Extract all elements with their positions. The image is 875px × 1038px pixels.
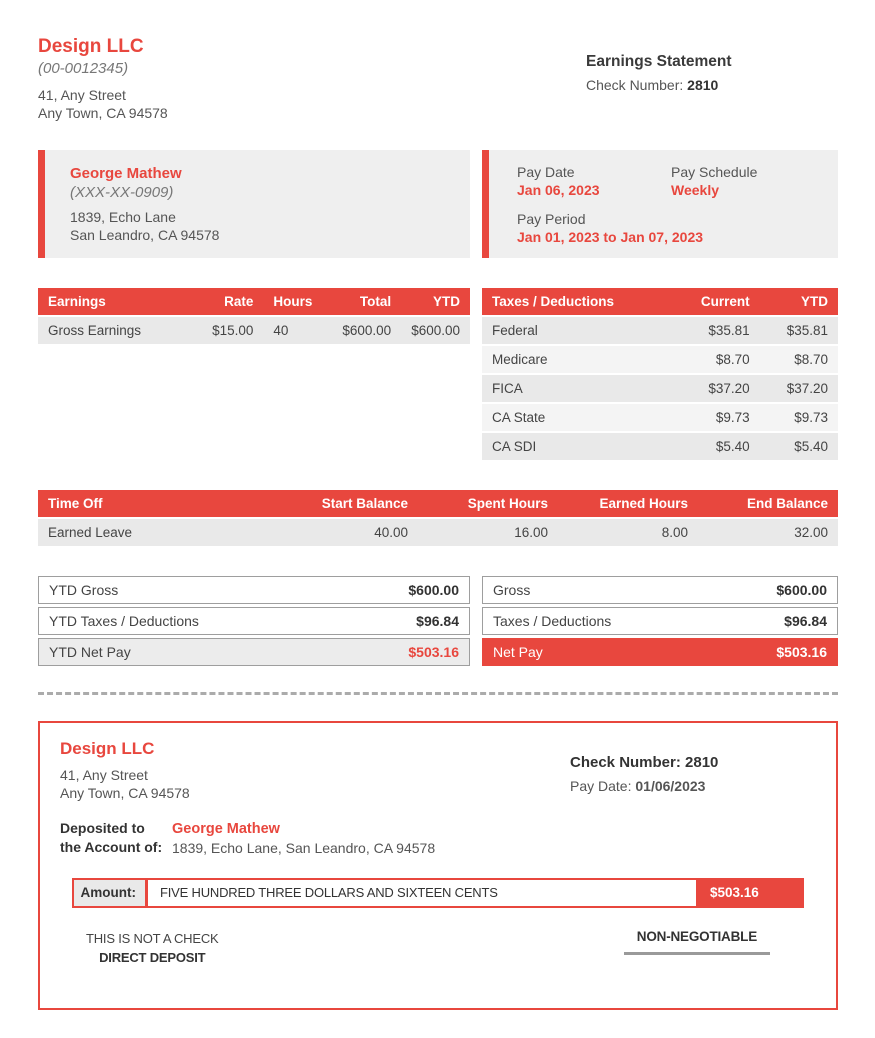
table-row bbox=[482, 345, 838, 374]
earnings-header-row bbox=[38, 288, 470, 316]
table-row bbox=[482, 403, 838, 432]
table-row bbox=[38, 316, 470, 345]
company-address-line1: 41, Any Street bbox=[38, 87, 126, 103]
table-row bbox=[482, 576, 838, 604]
ytd-summary-body bbox=[38, 576, 470, 666]
table-row bbox=[482, 607, 838, 635]
table-cell: $96.84 bbox=[342, 607, 470, 635]
table-cell: $15.00 bbox=[199, 316, 264, 345]
table-cell: $9.73 bbox=[667, 403, 760, 432]
pay-info-row1 bbox=[517, 164, 822, 198]
table-cell: Medicare bbox=[482, 345, 667, 374]
employee-name: George Mathew bbox=[70, 164, 182, 182]
table-cell: $503.16 bbox=[342, 638, 470, 666]
employee-address bbox=[70, 208, 450, 244]
deposited-to-label-line2: the Account of: bbox=[60, 839, 163, 856]
column-header: Rate bbox=[199, 288, 264, 316]
payee-address: 1839, Echo Lane, San Leandro, CA 94578 bbox=[172, 840, 436, 857]
taxes-body bbox=[482, 316, 838, 461]
taxes-deductions-table bbox=[482, 288, 838, 462]
company-id: (00-0012345) bbox=[38, 60, 129, 77]
table-cell: FICA bbox=[482, 374, 667, 403]
earnings-body bbox=[38, 316, 470, 345]
tear-off-dashed-divider bbox=[38, 692, 838, 695]
payee-block bbox=[172, 819, 435, 859]
check-company-address-line1: 41, Any Street bbox=[60, 766, 148, 783]
check-number-line bbox=[570, 754, 820, 771]
direct-deposit-line: DIRECT DEPOSIT bbox=[99, 950, 206, 966]
deposited-to-label-line1: Deposited to bbox=[60, 819, 145, 836]
table-cell: $37.20 bbox=[760, 374, 838, 403]
page-header bbox=[38, 36, 838, 123]
table-row bbox=[482, 316, 838, 345]
pay-info-box bbox=[482, 150, 838, 258]
table-cell: $35.81 bbox=[760, 316, 838, 345]
table-cell: $600.00 bbox=[717, 576, 838, 604]
table-cell: $600.00 bbox=[342, 576, 470, 604]
amount-value: $503.16 bbox=[710, 885, 759, 901]
table-cell: CA SDI bbox=[482, 432, 667, 461]
table-cell: Federal bbox=[482, 316, 667, 345]
check-footer bbox=[86, 929, 770, 968]
check-meta-block bbox=[570, 739, 820, 803]
pay-period-block bbox=[517, 211, 822, 245]
time-off-table bbox=[38, 490, 838, 548]
deposited-to-label bbox=[60, 819, 172, 859]
check-pay-date-value: 01/06/2023 bbox=[635, 777, 706, 794]
table-cell: $35.81 bbox=[667, 316, 760, 345]
table-cell: 32.00 bbox=[698, 518, 838, 547]
company-address bbox=[38, 86, 168, 123]
deposited-to-row bbox=[56, 819, 820, 859]
table-cell: YTD Net Pay bbox=[38, 638, 342, 666]
table-cell: $37.20 bbox=[667, 374, 760, 403]
check-company-block bbox=[60, 739, 190, 803]
payee-name: George Mathew bbox=[172, 820, 280, 837]
table-cell: YTD Taxes / Deductions bbox=[38, 607, 342, 635]
pay-date-value: Jan 06, 2023 bbox=[517, 181, 600, 198]
pay-date-block bbox=[517, 164, 671, 198]
current-summary-body bbox=[482, 576, 838, 666]
amount-in-words: FIVE HUNDRED THREE DOLLARS AND SIXTEEN CENTS bbox=[148, 880, 696, 906]
column-header: Total bbox=[328, 288, 401, 316]
column-header: Spent Hours bbox=[418, 490, 558, 518]
table-cell: 8.00 bbox=[558, 518, 698, 547]
table-cell: CA State bbox=[482, 403, 667, 432]
current-summary-table bbox=[482, 573, 838, 669]
column-header: Taxes / Deductions bbox=[482, 288, 667, 316]
table-cell: 16.00 bbox=[418, 518, 558, 547]
table-cell: $9.73 bbox=[760, 403, 838, 432]
table-row bbox=[38, 607, 470, 635]
check-pay-date-label: Pay Date: bbox=[570, 777, 632, 794]
column-header: YTD bbox=[760, 288, 838, 316]
table-row bbox=[482, 638, 838, 666]
column-header: Earned Hours bbox=[558, 490, 698, 518]
check-pay-date-line bbox=[570, 778, 820, 794]
pay-period-value: Jan 01, 2023 to Jan 07, 2023 bbox=[517, 228, 704, 245]
timeoff-body bbox=[38, 518, 838, 547]
amount-bar bbox=[72, 878, 804, 908]
table-cell: Earned Leave bbox=[38, 518, 278, 547]
pay-schedule-value: Weekly bbox=[671, 181, 719, 198]
check-header bbox=[56, 739, 820, 803]
table-row bbox=[482, 374, 838, 403]
table-row bbox=[38, 576, 470, 604]
table-cell: $5.40 bbox=[667, 432, 760, 461]
company-block bbox=[38, 36, 168, 123]
table-row bbox=[38, 518, 838, 547]
table-cell: YTD Gross bbox=[38, 576, 342, 604]
employee-address-line2: San Leandro, CA 94578 bbox=[70, 227, 220, 244]
statement-check-number bbox=[586, 77, 838, 93]
company-address-line2: Any Town, CA 94578 bbox=[38, 105, 168, 122]
table-cell: Taxes / Deductions bbox=[482, 607, 717, 635]
column-header: Earnings bbox=[38, 288, 199, 316]
table-cell: 40.00 bbox=[278, 518, 418, 547]
check-company-name: Design LLC bbox=[60, 738, 155, 758]
statement-block bbox=[586, 36, 838, 123]
column-header: Hours bbox=[263, 288, 328, 316]
column-header: Current bbox=[667, 288, 760, 316]
not-a-check-notice bbox=[86, 929, 219, 968]
non-negotiable-label: NON-NEGOTIABLE bbox=[624, 929, 770, 955]
pay-schedule-block bbox=[671, 164, 757, 198]
company-name: Design LLC bbox=[38, 36, 144, 57]
ytd-summary-table bbox=[38, 573, 470, 669]
pay-schedule-label: Pay Schedule bbox=[671, 163, 758, 180]
earnings-table bbox=[38, 288, 470, 346]
check-company-address-line2: Any Town, CA 94578 bbox=[60, 785, 190, 802]
table-row bbox=[482, 432, 838, 461]
table-cell: $5.40 bbox=[760, 432, 838, 461]
pay-period-label: Pay Period bbox=[517, 210, 586, 227]
employee-ssn: (XXX-XX-0909) bbox=[70, 183, 174, 201]
check-number-label: Check Number: bbox=[570, 753, 681, 771]
column-header: Time Off bbox=[38, 490, 278, 518]
table-cell: $600.00 bbox=[328, 316, 401, 345]
table-cell: $8.70 bbox=[760, 345, 838, 374]
table-cell: Gross Earnings bbox=[38, 316, 199, 345]
statement-title: Earnings Statement bbox=[586, 53, 732, 70]
tables-row bbox=[38, 288, 838, 462]
table-cell: Net Pay bbox=[482, 638, 717, 666]
taxes-header-row bbox=[482, 288, 838, 316]
table-row bbox=[38, 638, 470, 666]
check-stub bbox=[38, 721, 838, 1010]
table-cell: $8.70 bbox=[667, 345, 760, 374]
not-a-check-line1: THIS IS NOT A CHECK bbox=[86, 930, 219, 946]
info-boxes bbox=[38, 150, 838, 258]
column-header: End Balance bbox=[698, 490, 838, 518]
table-cell: $503.16 bbox=[717, 638, 838, 666]
column-header: Start Balance bbox=[278, 490, 418, 518]
employee-address-line1: 1839, Echo Lane bbox=[70, 208, 176, 225]
table-cell: 40 bbox=[263, 316, 328, 345]
timeoff-header-row bbox=[38, 490, 838, 518]
table-cell: $96.84 bbox=[717, 607, 838, 635]
pay-date-label: Pay Date bbox=[517, 163, 575, 180]
table-cell: $600.00 bbox=[401, 316, 470, 345]
amount-label: Amount: bbox=[74, 880, 148, 906]
check-number-label: Check Number: bbox=[586, 77, 684, 93]
check-company-address bbox=[60, 766, 190, 803]
table-cell: Gross bbox=[482, 576, 717, 604]
column-header: YTD bbox=[401, 288, 470, 316]
check-number-value: 2810 bbox=[685, 753, 719, 771]
employee-box bbox=[38, 150, 470, 258]
summary-row bbox=[38, 573, 838, 669]
check-number-value: 2810 bbox=[687, 77, 719, 93]
